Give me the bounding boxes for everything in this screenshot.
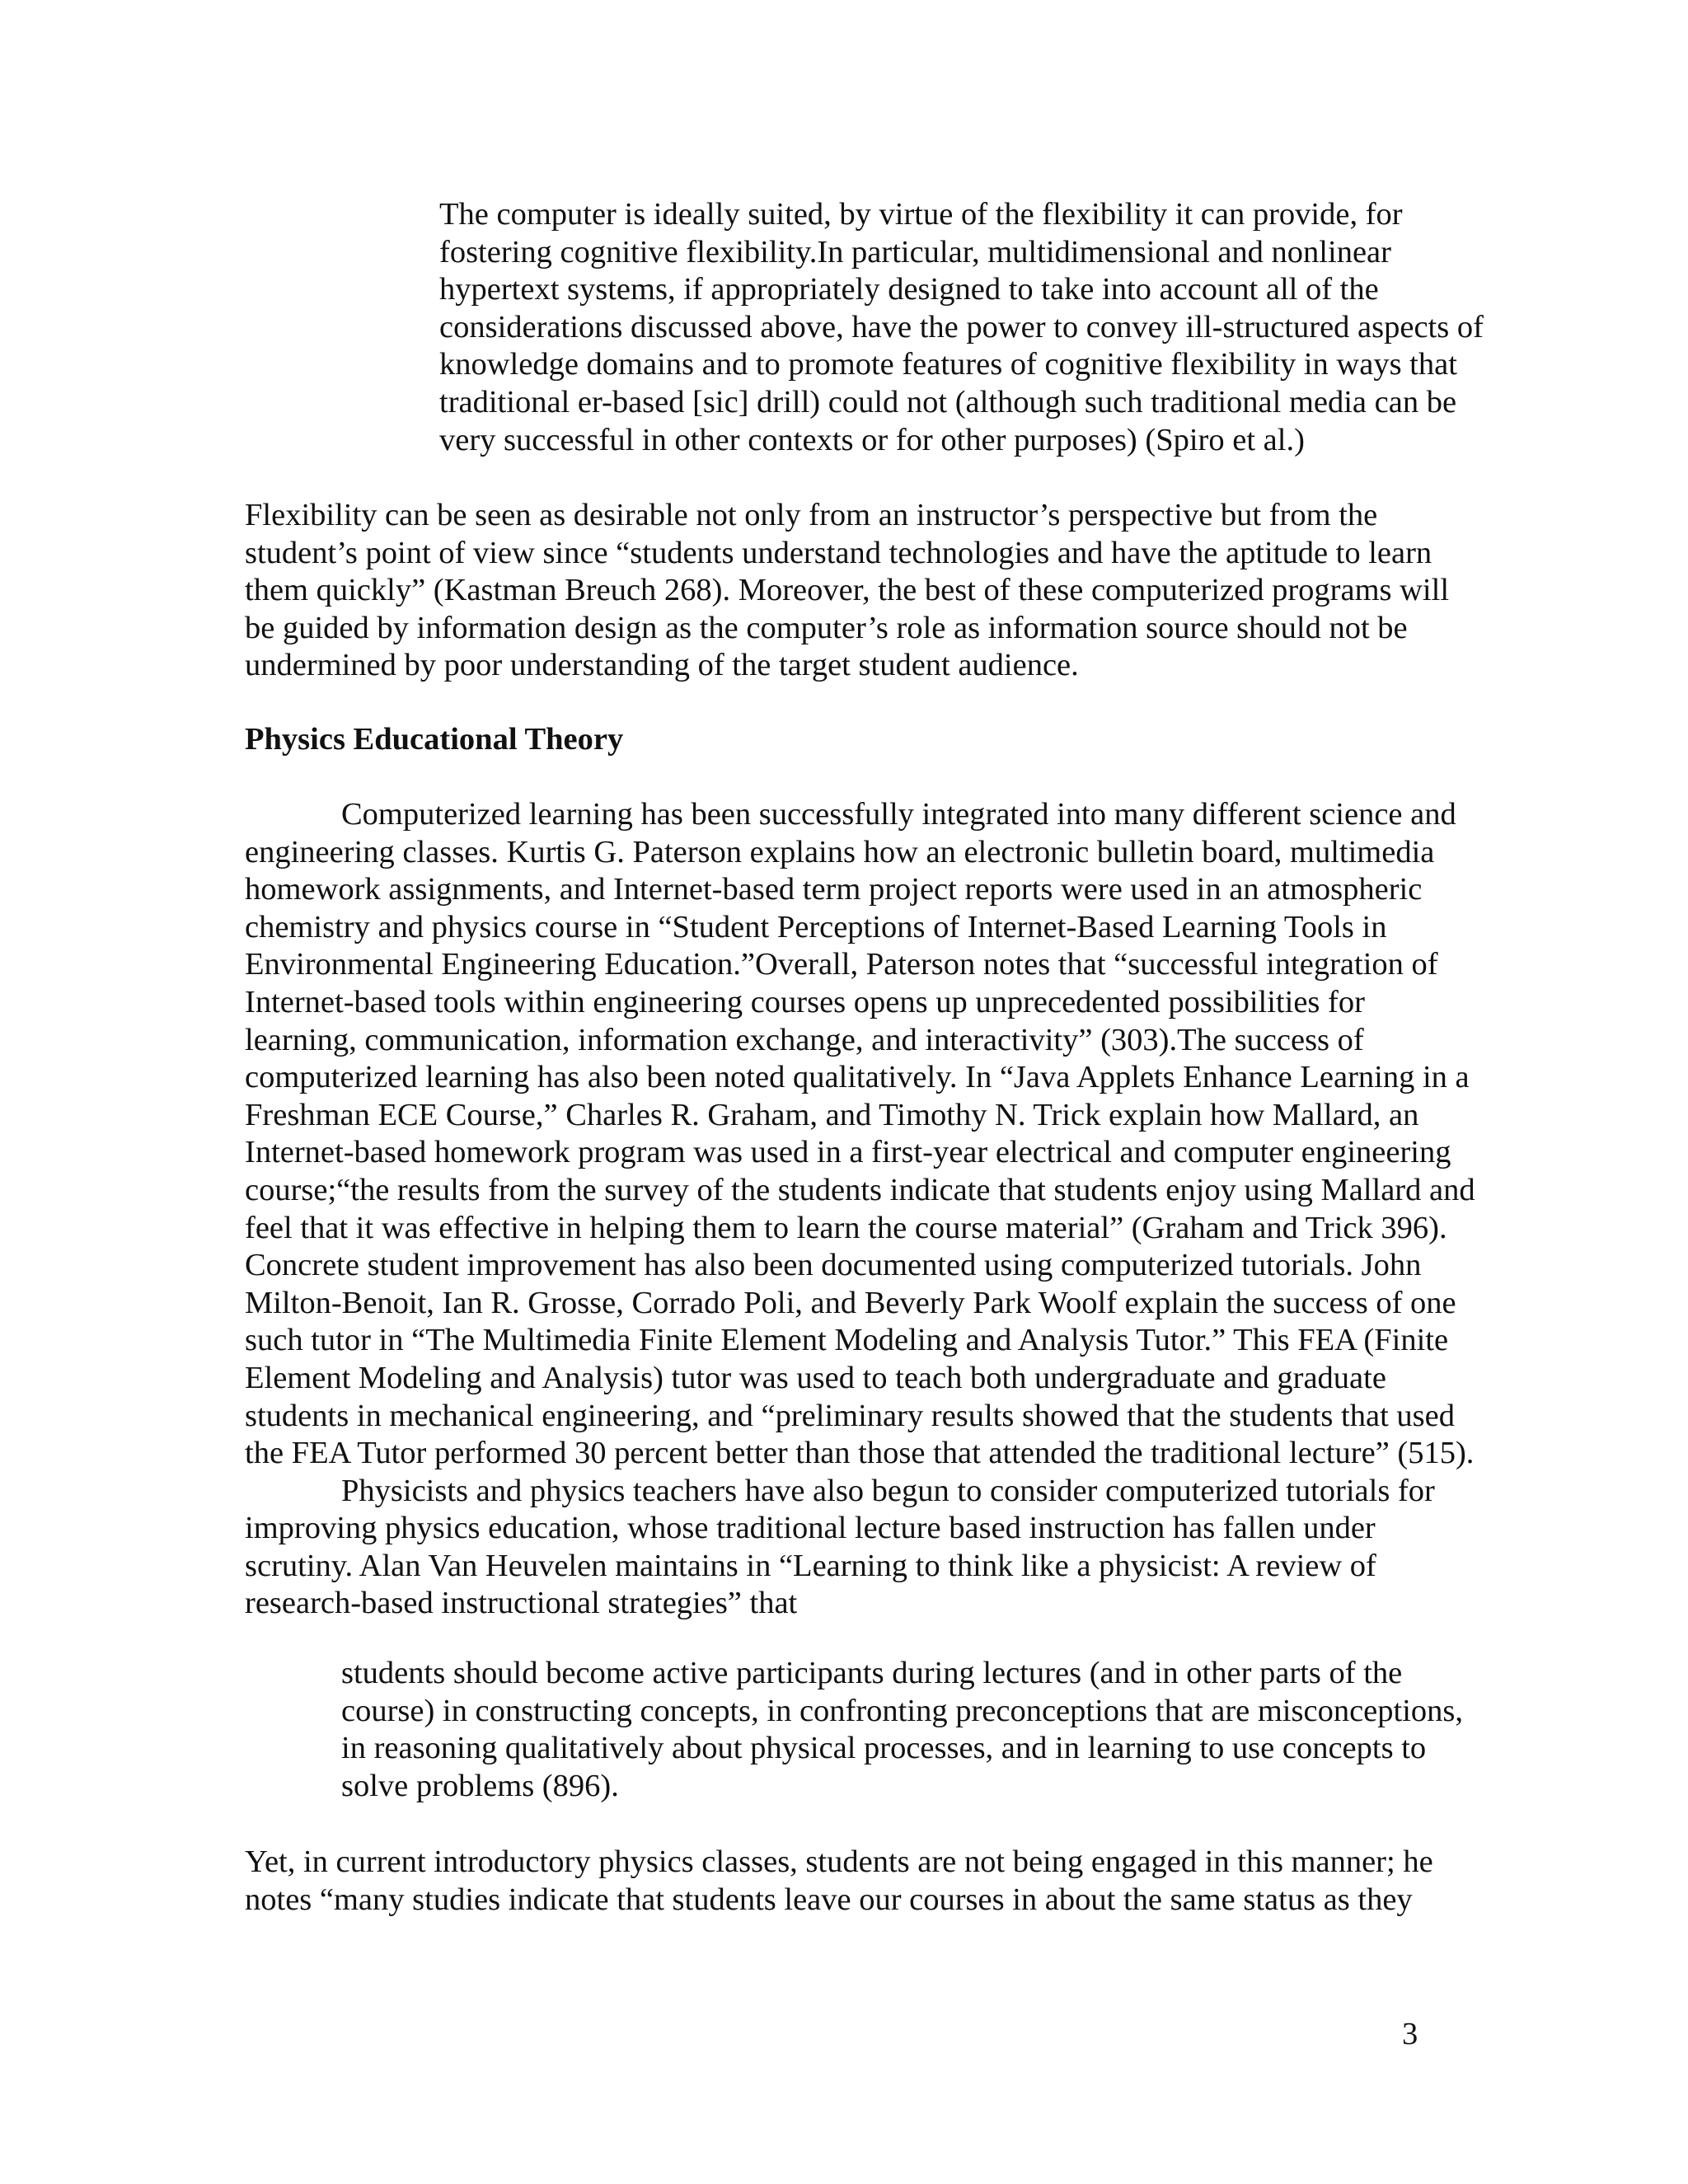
text-line: learning, communication, information exchange, and interactivity” (303).The success of [245, 1022, 1364, 1057]
text-line: engineering classes. Kurtis G. Paterson explains how an electronic bulletin board, multimedia [245, 834, 1435, 869]
text-line: Internet-based tools within engineering courses opens up unprecedented possibilities for [245, 984, 1365, 1019]
text-line: Milton-Benoit, Ian R. Grosse, Corrado Poli, and Beverly Park Woolf explain the success of one [245, 1285, 1456, 1320]
text-line: homework assignments, and Internet-based term project reports were used in an atmospheric [245, 872, 1423, 907]
text-line: students in mechanical engineering, and “preliminary results showed that the students that used [245, 1398, 1455, 1433]
text-line: computerized learning has also been noted qualitatively. In “Java Applets Enhance Learning in a [245, 1060, 1470, 1095]
text-line: traditional er-based [sic] drill) could not (although such traditional media can be [439, 384, 1457, 419]
text-line: students should become active participants during lectures (and in other parts of the [341, 1656, 1403, 1690]
text-line: solve problems (896). [341, 1768, 619, 1803]
text-line: The computer is ideally suited, by virtue of the flexibility it can provide, for [439, 197, 1403, 232]
text-line: improving physics education, whose traditional lecture based instruction has fallen under [245, 1511, 1376, 1546]
text-line: hypertext systems, if appropriately designed to take into account all of the [439, 272, 1379, 307]
text-line: Element Modeling and Analysis) tutor was used to teach both undergraduate and graduate [245, 1360, 1386, 1395]
paragraph-computerized-learning [245, 796, 1475, 1623]
text-line: course) in constructing concepts, in confronting preconceptions that are misconceptions, [341, 1693, 1463, 1728]
text-line: in reasoning qualitatively about physical processes, and in learning to use concepts to [341, 1731, 1427, 1766]
text-line: scrutiny. Alan Van Heuvelen maintains in “Learning to think like a physicist: A review of [245, 1548, 1376, 1583]
section-heading-container [245, 721, 623, 759]
text-line: such tutor in “The Multimedia Finite Element Modeling and Analysis Tutor.” This FEA (Finite [245, 1323, 1449, 1358]
block-quote-van-heuvelen [341, 1655, 1463, 1805]
page-number: 3 [1402, 2017, 1418, 2051]
text-line: considerations discussed above, have the power to convey ill-structured aspects of [439, 309, 1484, 344]
paragraph-yet [245, 1844, 1433, 1919]
text-line: chemistry and physics course in “Student Perceptions of Internet-Based Learning Tools in [245, 909, 1387, 944]
text-line: feel that it was effective in helping them to learn the course material” (Graham and Trick 396). [245, 1210, 1447, 1245]
text-line: Freshman ECE Course,” Charles R. Graham, and Timothy N. Trick explain how Mallard, an [245, 1097, 1419, 1132]
text-line: notes “many studies indicate that students leave our courses in about the same status as they [245, 1882, 1413, 1917]
text-line: research-based instructional strategies” that [245, 1586, 798, 1621]
text-line: Flexibility can be seen as desirable not only from an instructor’s perspective but from the [245, 498, 1378, 532]
text-line: very successful in other contexts or for other purposes) (Spiro et al.) [439, 422, 1305, 457]
text-line: course;“the results from the survey of the students indicate that students enjoy using Mallard and [245, 1172, 1475, 1207]
text-line: them quickly” (Kastman Breuch 268). Moreover, the best of these computerized programs will [245, 573, 1450, 608]
text-line: the FEA Tutor performed 30 percent better than those that attended the traditional lecture” (515). [245, 1436, 1475, 1471]
block-quote-spiro [439, 196, 1484, 459]
text-line: Environmental Engineering Education.”Overall, Paterson notes that “successful integration of [245, 947, 1438, 982]
text-line: Physicists and physics teachers have also begun to consider computerized tutorials for [341, 1473, 1435, 1508]
text-line: Computerized learning has been successfully integrated into many different science and [341, 797, 1456, 832]
text-line: Internet-based homework program was used in a first-year electrical and computer engineering [245, 1135, 1451, 1170]
text-line: Concrete student improvement has also been documented using computerized tutorials. John [245, 1248, 1422, 1283]
text-line: undermined by poor understanding of the target student audience. [245, 648, 1079, 683]
paragraph-flexibility [245, 497, 1449, 685]
section-heading: Physics Educational Theory [245, 722, 624, 757]
text-line: be guided by information design as the computer’s role as information source should not be [245, 610, 1408, 645]
text-line: fostering cognitive flexibility.In particular, multidimensional and nonlinear [439, 234, 1391, 269]
text-line: student’s point of view since “students understand technologies and have the aptitude to learn [245, 535, 1432, 570]
text-line: knowledge domains and to promote features of cognitive flexibility in ways that [439, 347, 1457, 382]
text-line: Yet, in current introductory physics classes, students are not being engaged in this manner; he [245, 1844, 1433, 1879]
